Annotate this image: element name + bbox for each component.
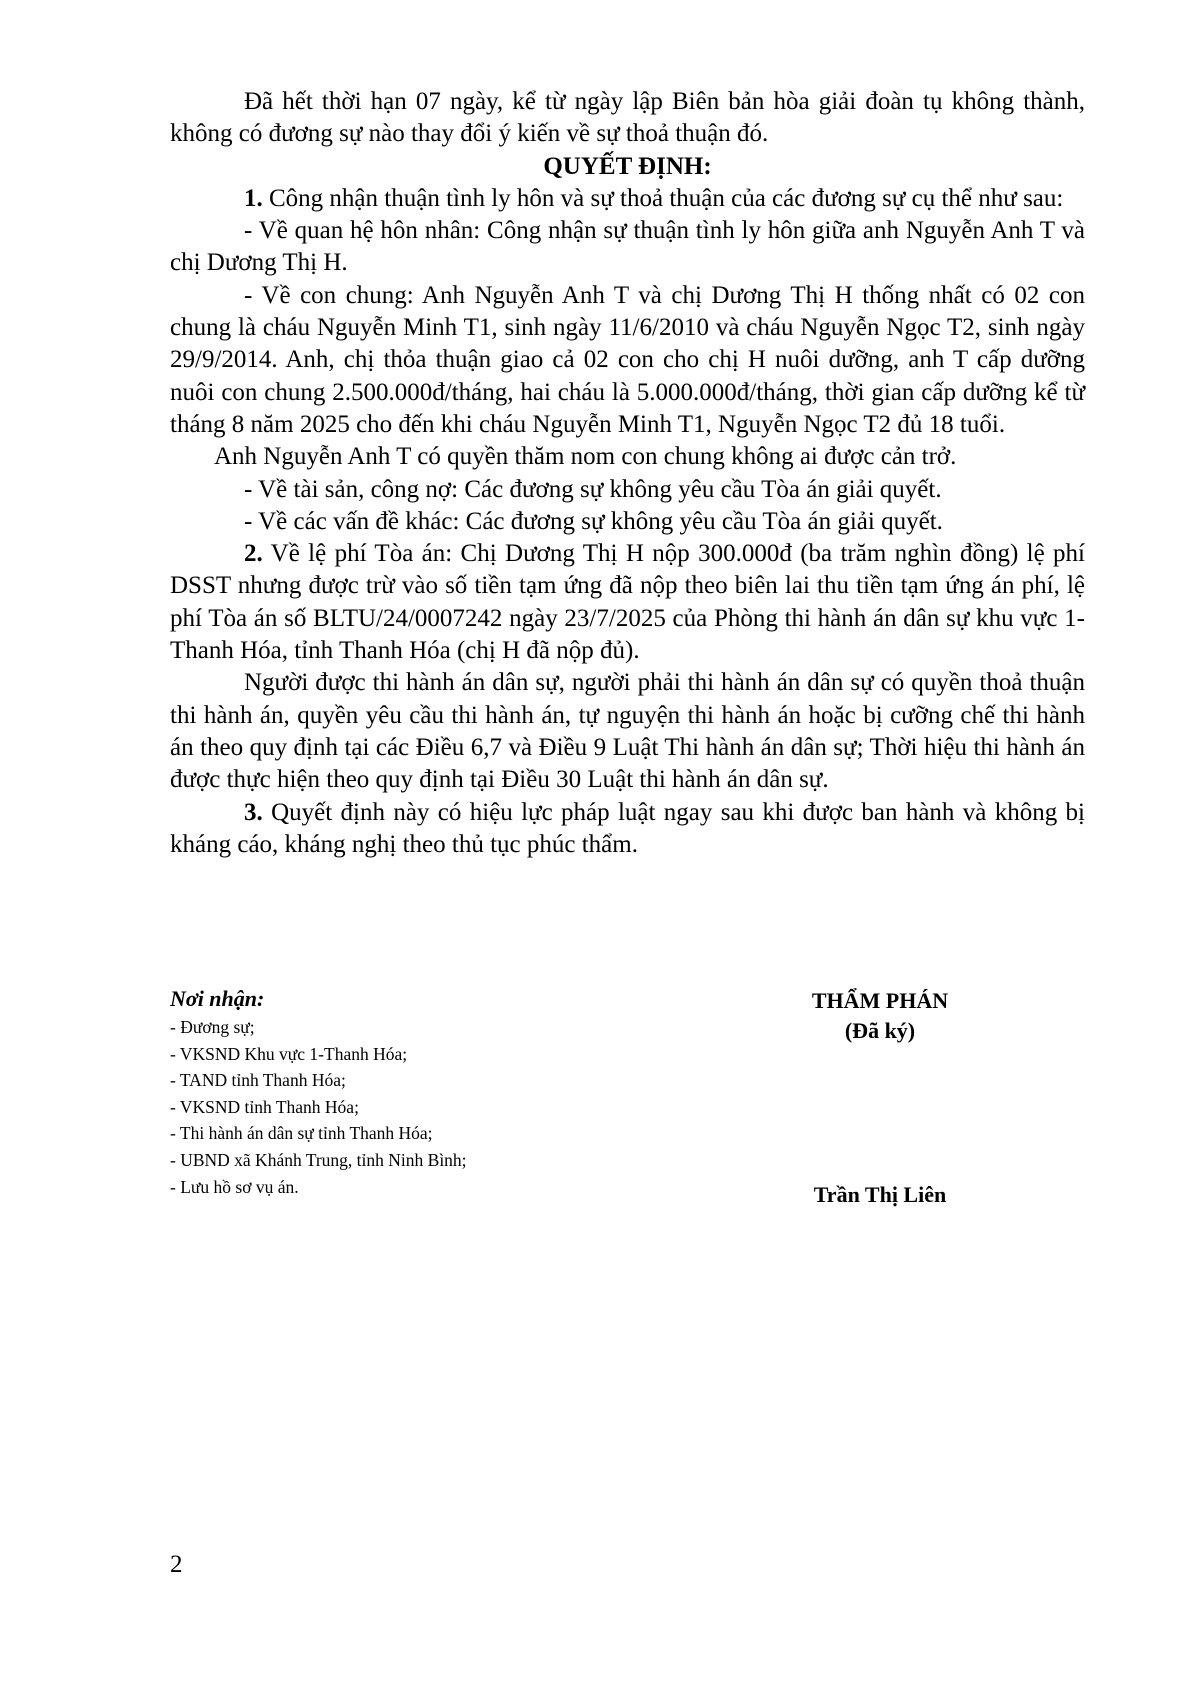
recipients-block xyxy=(170,986,690,1200)
recipient-item: - TAND tỉnh Thanh Hóa; xyxy=(170,1070,346,1091)
paragraph-other-issues: - Về các vấn đề khác: Các đương sự không yêu cầu Tòa án giải quyết. xyxy=(244,507,943,535)
recipient-item: - VKSND Khu vực 1-Thanh Hóa; xyxy=(170,1043,408,1064)
signer-name: Trần Thị Liên xyxy=(813,1182,947,1207)
recipients-title: Nơi nhận: xyxy=(170,986,265,1011)
decision-heading: QUYẾT ĐỊNH: xyxy=(543,152,712,180)
paragraph-visitation: Anh Nguyễn Anh T có quyền thăm nom con chung không ai được cản trở. xyxy=(214,443,957,471)
paragraph-marriage: - Về quan hệ hôn nhân: Công nhận sự thuận tình ly hôn giữa anh Nguyễn Anh T và chị Dương Thị H. xyxy=(170,217,1085,277)
section-number-3: 3. xyxy=(244,798,263,826)
recipient-item: - Thi hành án dân sự tỉnh Thanh Hóa; xyxy=(170,1123,433,1144)
section-text-3: Quyết định này có hiệu lực pháp luật ngay sau khi được ban hành và không bị kháng cáo, kháng nghị theo thủ tục phúc thẩm. xyxy=(170,798,1085,858)
signature-status: (Đã ký) xyxy=(844,1018,916,1043)
section-text-1: Công nhận thuận tình ly hôn và sự thoả thuận của các đương sự cụ thể như sau: xyxy=(262,184,1064,212)
paragraph-decision-1 xyxy=(170,183,1085,215)
section-text-2: Về lệ phí Tòa án: Chị Dương Thị H nộp 300.000đ (ba trăm nghìn đồng) lệ phí DSST nhưng được trừ vào số tiền tạm ứng đã nộp theo biên lai thu tiền tạm ứng án phí, lệ phí Tòa án số BLTU/24/0007242 ngày 23/7/2025 của Phòng thi hành án dân sự khu vực 1- Thanh Hóa, tỉnh Thanh Hóa (chị H đã nộp đủ). xyxy=(170,540,1085,665)
paragraph-decision-2 xyxy=(170,538,1085,667)
section-number-1: 1. xyxy=(244,184,263,212)
signer-role: THẨM PHÁN xyxy=(811,988,949,1013)
paragraph-enforcement: Người được thi hành án dân sự, người phải thi hành án dân sự có quyền thoả thuận thi hành án, quyền yêu cầu thi hành án, tự nguyện thi hành án hoặc bị cưỡng chế thi hành án theo quy định tại các Điều 6,7 và Điều 9 Luật Thi hành án dân sự; Thời hiệu thi hành án được thực hiện theo quy định tại Điều 30 Luật thi hành án dân sự. xyxy=(170,669,1085,794)
paragraph-children: - Về con chung: Anh Nguyễn Anh T và chị Dương Thị H thống nhất có 02 con chung là cháu Nguyễn Minh T1, sinh ngày 11/6/2010 và cháu Nguyễn Ngọc T2, sinh ngày 29/9/2014. Anh, chị thỏa thuận giao cả 02 con cho chị H nuôi dưỡng, anh T cấp dưỡng nuôi con chung 2.500.000đ/tháng, hai cháu là 5.000.000đ/tháng, thời gian cấp dưỡng kể từ tháng 8 năm 2025 cho đến khi cháu Nguyễn Minh T1, Nguyễn Ngọc T2 đủ 18 tuổi. xyxy=(170,281,1085,438)
recipient-item: - Đương sự; xyxy=(170,1017,255,1037)
paragraph-property: - Về tài sản, công nợ: Các đương sự không yêu cầu Tòa án giải quyết. xyxy=(244,475,942,503)
signature-block xyxy=(760,986,1000,1210)
paragraph-decision-3 xyxy=(170,797,1085,862)
recipient-item: - VKSND tỉnh Thanh Hóa; xyxy=(170,1096,359,1117)
section-number-2: 2. xyxy=(244,540,263,568)
recipient-item: - Lưu hồ sơ vụ án. xyxy=(170,1176,299,1197)
recipients-list xyxy=(170,1014,690,1200)
paragraph-expiry-notice: Đã hết thời hạn 07 ngày, kể từ ngày lập Biên bản hòa giải đoàn tụ không thành, không có đương sự nào thay đổi ý kiến về sự thoả thuận đó. xyxy=(170,88,1085,148)
recipient-item: - UBND xã Khánh Trung, tỉnh Ninh Bình; xyxy=(170,1149,467,1170)
document-body xyxy=(170,86,1085,861)
page-number: 2 xyxy=(170,1551,183,1578)
